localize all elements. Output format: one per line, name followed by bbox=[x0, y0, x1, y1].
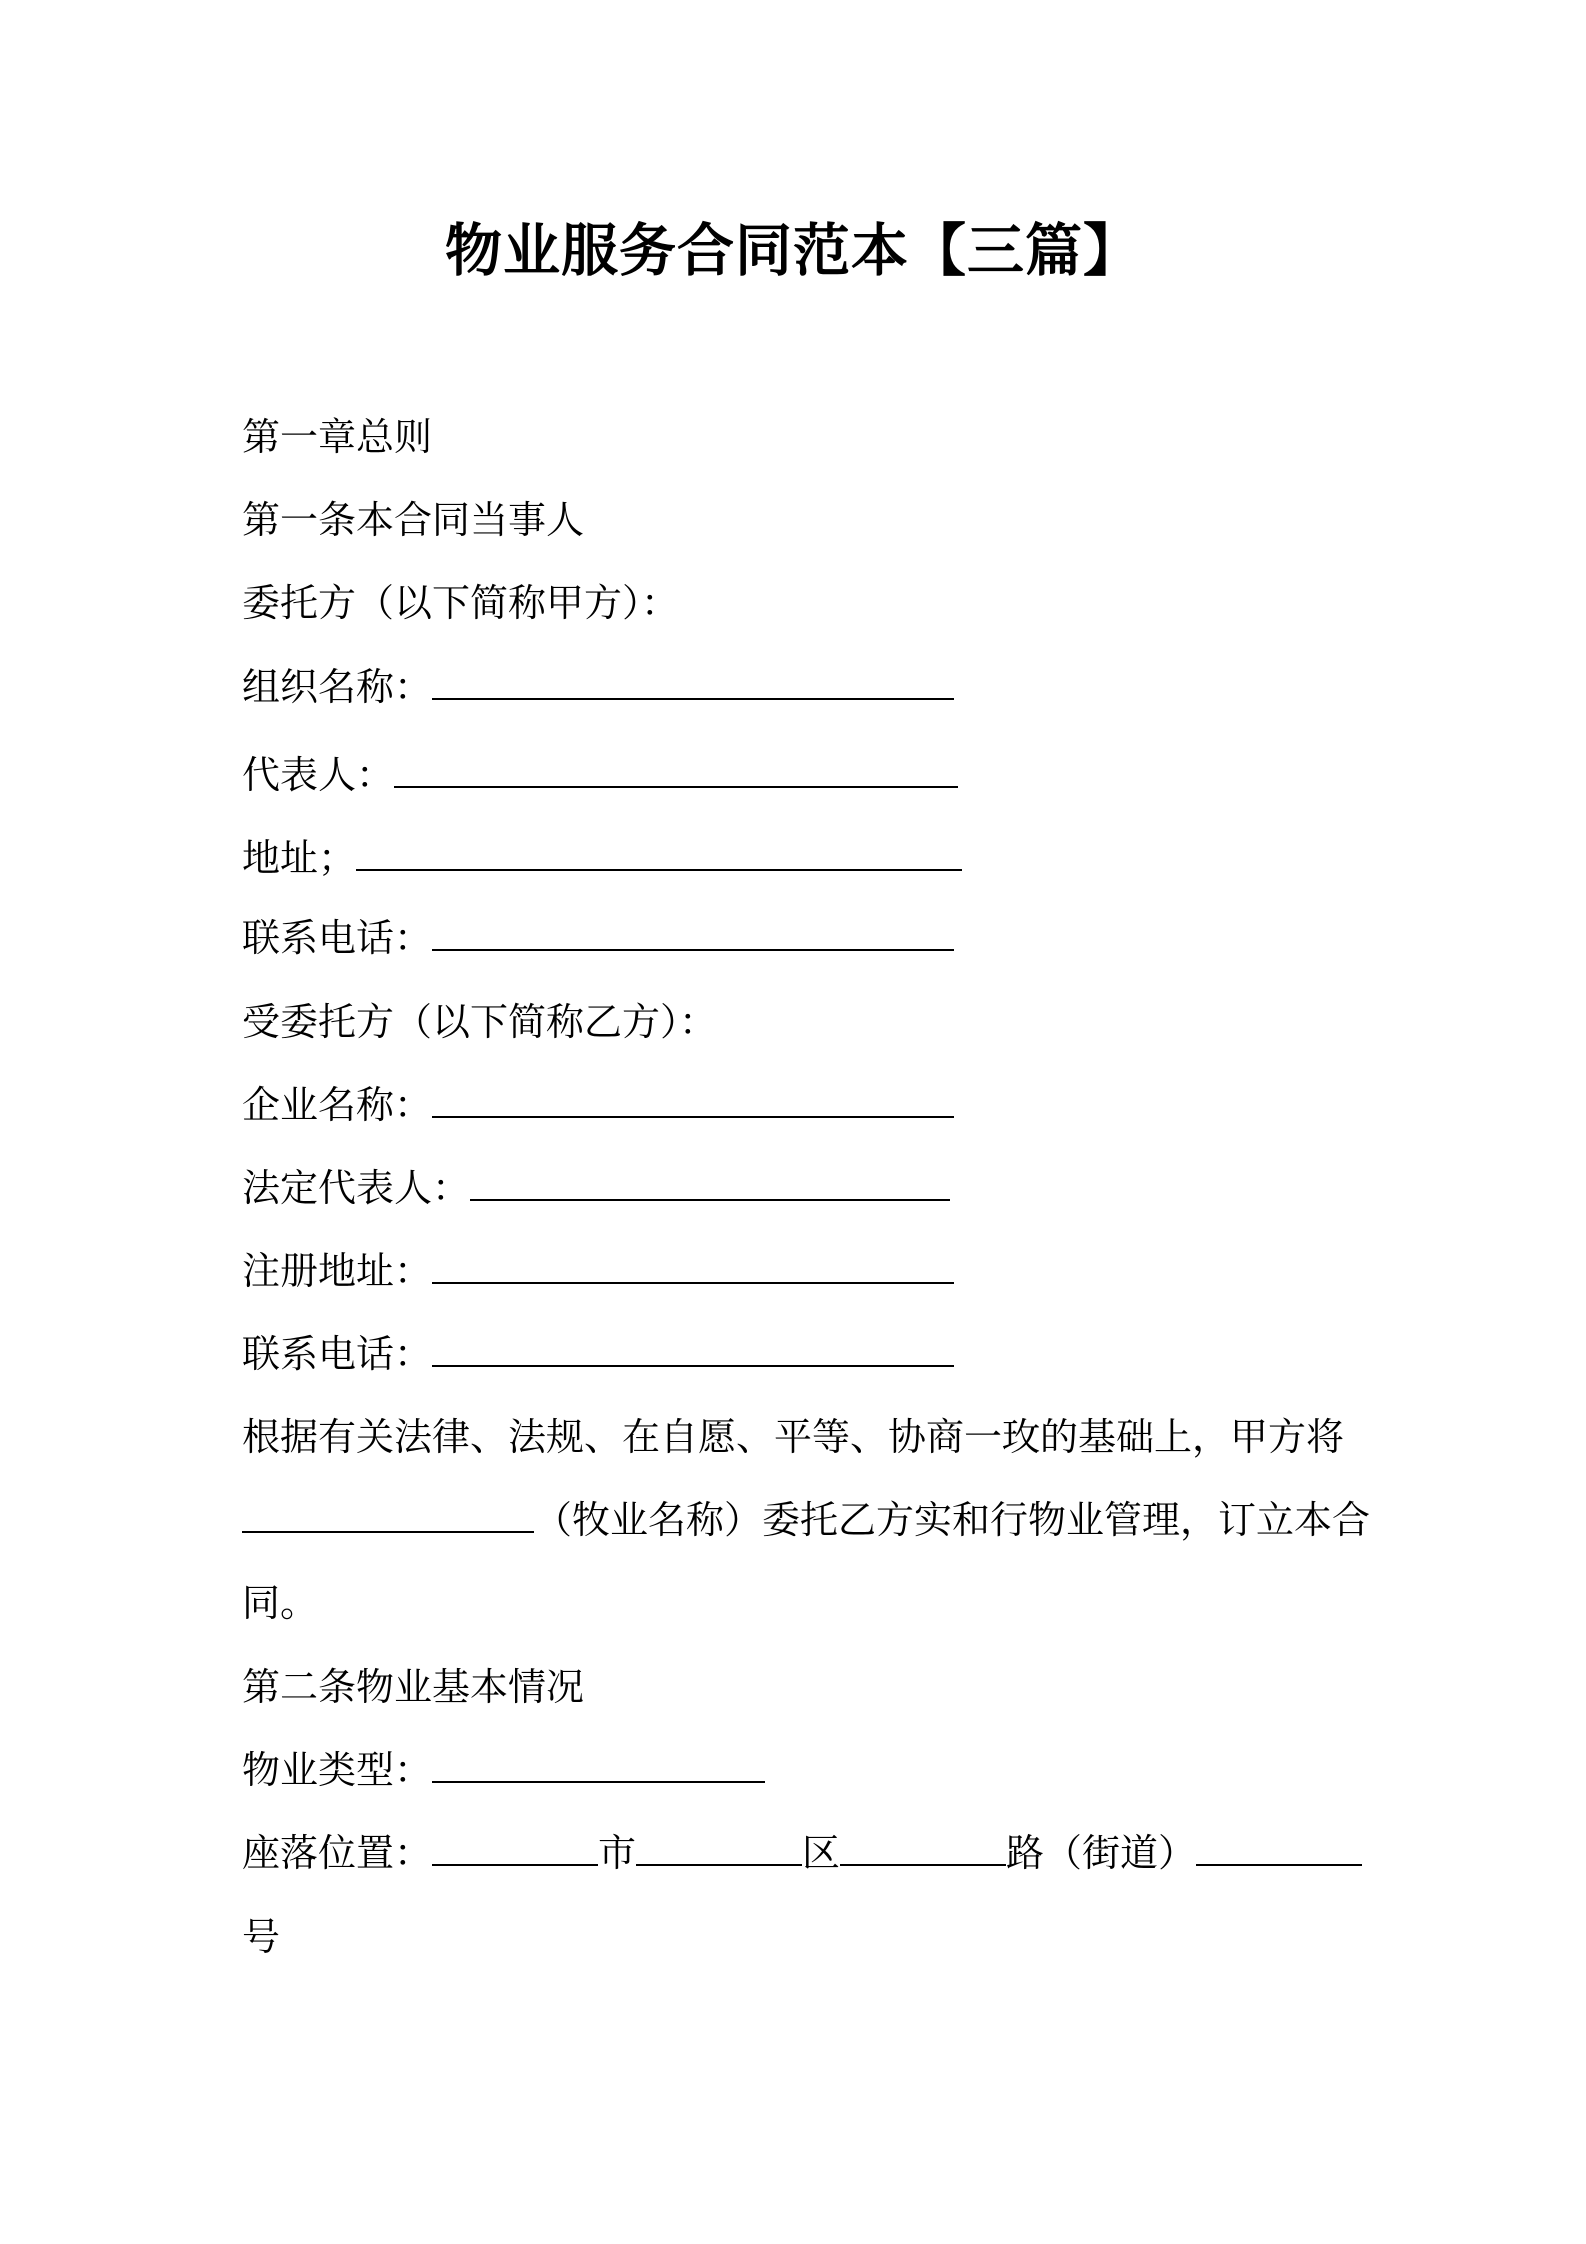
party-b-legal-rep-label: 法定代表人： bbox=[242, 1166, 471, 1210]
party-b-company-blank[interactable] bbox=[432, 1080, 954, 1118]
chapter-heading: 第一章总则 bbox=[242, 415, 433, 459]
party-a-phone-label: 联系电话： bbox=[242, 916, 433, 960]
party-a-rep-label: 代表人： bbox=[242, 753, 395, 797]
location-road-blank[interactable] bbox=[840, 1828, 1006, 1866]
property-type-row bbox=[242, 1745, 765, 1795]
party-b-company-row bbox=[242, 1080, 954, 1130]
party-b-phone-blank[interactable] bbox=[432, 1329, 954, 1367]
party-a-address-blank[interactable] bbox=[356, 833, 962, 871]
location-number-blank[interactable] bbox=[1196, 1828, 1362, 1866]
party-a-org-row bbox=[242, 662, 954, 712]
location-district-label: 区 bbox=[802, 1831, 841, 1875]
party-b-heading: 受委托方（以下简称乙方）： bbox=[242, 1000, 718, 1044]
property-type-label: 物业类型： bbox=[242, 1748, 433, 1792]
location-row bbox=[242, 1828, 1362, 1878]
location-city-label: 市 bbox=[598, 1831, 637, 1875]
property-name-blank[interactable] bbox=[242, 1495, 534, 1533]
location-district-blank[interactable] bbox=[636, 1828, 802, 1866]
party-a-phone-blank[interactable] bbox=[432, 913, 954, 951]
party-b-phone-label: 联系电话： bbox=[242, 1332, 433, 1376]
party-a-heading: 委托方（以下简称甲方）： bbox=[242, 581, 680, 625]
location-city-blank[interactable] bbox=[432, 1828, 598, 1866]
location-label: 座落位置： bbox=[242, 1831, 433, 1875]
location-road-label: 路（街道） bbox=[1006, 1831, 1197, 1875]
party-a-phone-row bbox=[242, 913, 954, 963]
party-b-legal-rep-row bbox=[242, 1163, 950, 1213]
party-a-org-label: 组织名称： bbox=[242, 665, 433, 709]
article-1-heading: 第一条本合同当事人 bbox=[242, 498, 585, 542]
basis-paragraph-line-2 bbox=[242, 1495, 1370, 1545]
basis-paragraph-line-1: 根据有关法律、法规、在自愿、平等、协商一玫的基础上，甲方将 bbox=[242, 1415, 1345, 1459]
location-number-label: 号 bbox=[242, 1915, 281, 1959]
party-a-org-blank[interactable] bbox=[432, 662, 954, 700]
party-a-address-row bbox=[242, 833, 962, 883]
party-b-reg-address-blank[interactable] bbox=[432, 1246, 954, 1284]
party-b-reg-address-row bbox=[242, 1246, 954, 1296]
article-2-heading: 第二条物业基本情况 bbox=[242, 1665, 585, 1709]
party-a-address-label: 地址； bbox=[242, 836, 357, 880]
party-b-company-label: 企业名称： bbox=[242, 1083, 433, 1127]
party-a-rep-row bbox=[242, 750, 958, 800]
document-title: 物业服务合同范本【三篇】 bbox=[445, 218, 1141, 284]
party-a-rep-blank[interactable] bbox=[394, 750, 958, 788]
basis-paragraph-line-2-text: （牧业名称）委托乙方实和行物业管理，订立本合 bbox=[534, 1498, 1371, 1542]
party-b-reg-address-label: 注册地址： bbox=[242, 1249, 433, 1293]
property-type-blank[interactable] bbox=[432, 1745, 765, 1783]
party-b-phone-row bbox=[242, 1329, 954, 1379]
basis-paragraph-line-3: 同。 bbox=[242, 1581, 319, 1625]
party-b-legal-rep-blank[interactable] bbox=[470, 1163, 950, 1201]
